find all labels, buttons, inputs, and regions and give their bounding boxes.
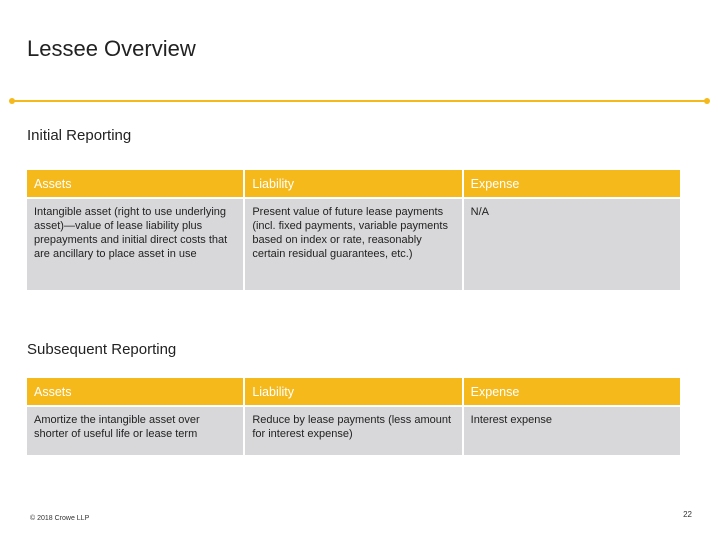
- column-header-assets: Assets: [27, 170, 243, 197]
- subsequent-reporting-heading: Subsequent Reporting: [27, 341, 177, 358]
- assets-cell: Intangible asset (right to use underlying asset)—value of lease liability plus prepayments and initial direct costs that are ancillary to place asset in use: [27, 199, 243, 290]
- table-row: [27, 407, 680, 455]
- copyright-footer: © 2018 Crowe LLP: [30, 515, 90, 522]
- divider-rule: [12, 100, 707, 102]
- initial-reporting-heading: Initial Reporting: [27, 127, 132, 144]
- column-header-expense: Expense: [464, 170, 680, 197]
- table-row: [27, 199, 680, 290]
- table-header-row: [27, 378, 680, 405]
- page-number: 22: [683, 510, 692, 519]
- divider-dot-left: [9, 98, 15, 104]
- column-header-liability: Liability: [245, 378, 461, 405]
- column-header-expense: Expense: [464, 378, 680, 405]
- expense-cell: N/A: [464, 199, 680, 290]
- page-title: Lessee Overview: [27, 36, 196, 61]
- assets-cell: Amortize the intangible asset over shorter of useful life or lease term: [27, 407, 243, 455]
- subsequent-reporting-table: [25, 376, 682, 457]
- column-header-assets: Assets: [27, 378, 243, 405]
- liability-cell: Present value of future lease payments (incl. fixed payments, variable payments based on index or rate, reasonably certain residual guarantees, etc.): [245, 199, 461, 290]
- column-header-liability: Liability: [245, 170, 461, 197]
- liability-cell: Reduce by lease payments (less amount for interest expense): [245, 407, 461, 455]
- expense-cell: Interest expense: [464, 407, 680, 455]
- divider-dot-right: [704, 98, 710, 104]
- initial-reporting-table: [25, 168, 682, 292]
- table-header-row: [27, 170, 680, 197]
